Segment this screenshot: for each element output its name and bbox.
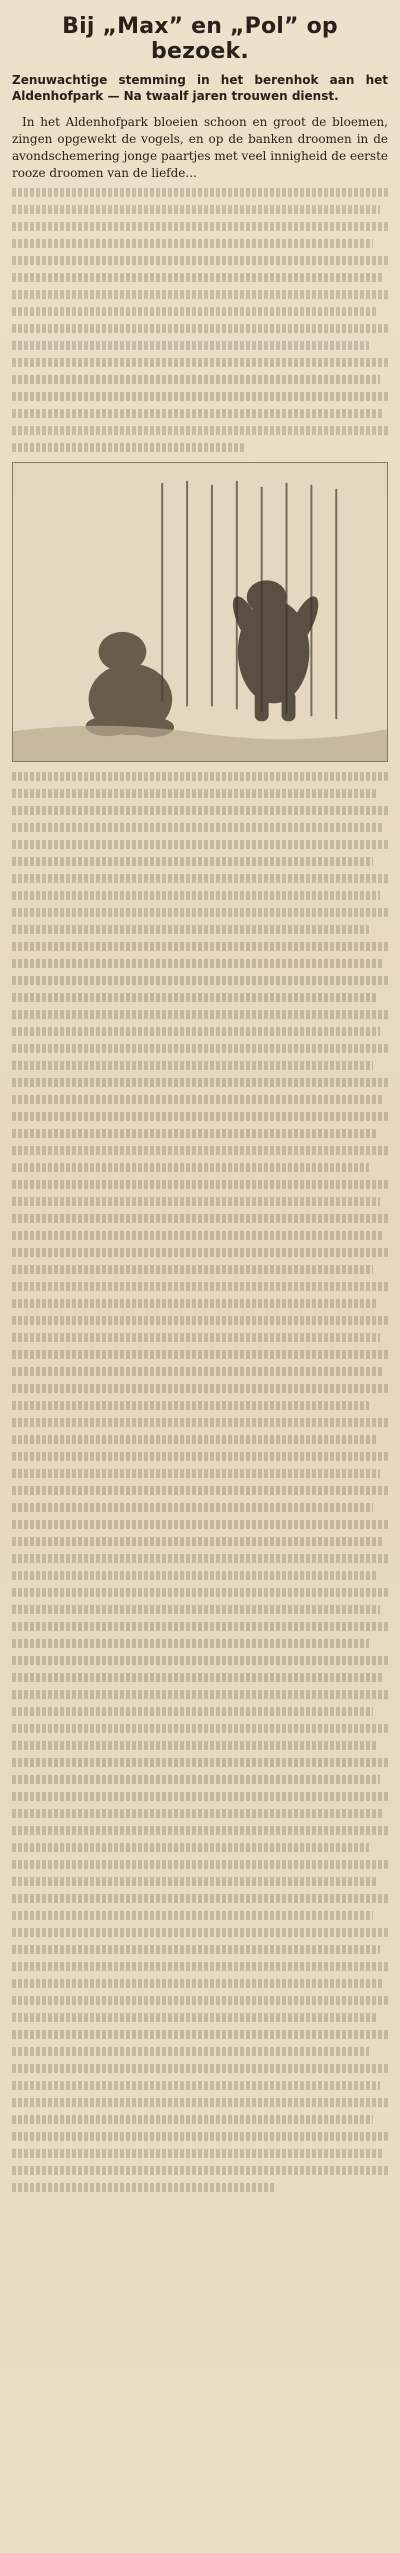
bears-illustration bbox=[12, 462, 388, 762]
article-body-continuation-2 bbox=[12, 772, 388, 2192]
article-headline: Bij „Max” en „Pol” op bezoek. bbox=[62, 14, 338, 64]
article-subheading: Zenuwachtige stemming in het berenhok aan het Aldenhofpark — Na twaalf jaren trouwen dienst. bbox=[12, 73, 388, 103]
article-body-continuation bbox=[12, 188, 388, 452]
bears-in-cage-drawing bbox=[13, 463, 387, 761]
article-paragraph: In het Aldenhofpark bloeien schoon en groot de bloemen, zingen opgewekt de vogels, en op de banken droomen in de avondschemering jonge paartjes met veel innigheid de eerste rooze droomen van de liefde... bbox=[12, 115, 388, 180]
